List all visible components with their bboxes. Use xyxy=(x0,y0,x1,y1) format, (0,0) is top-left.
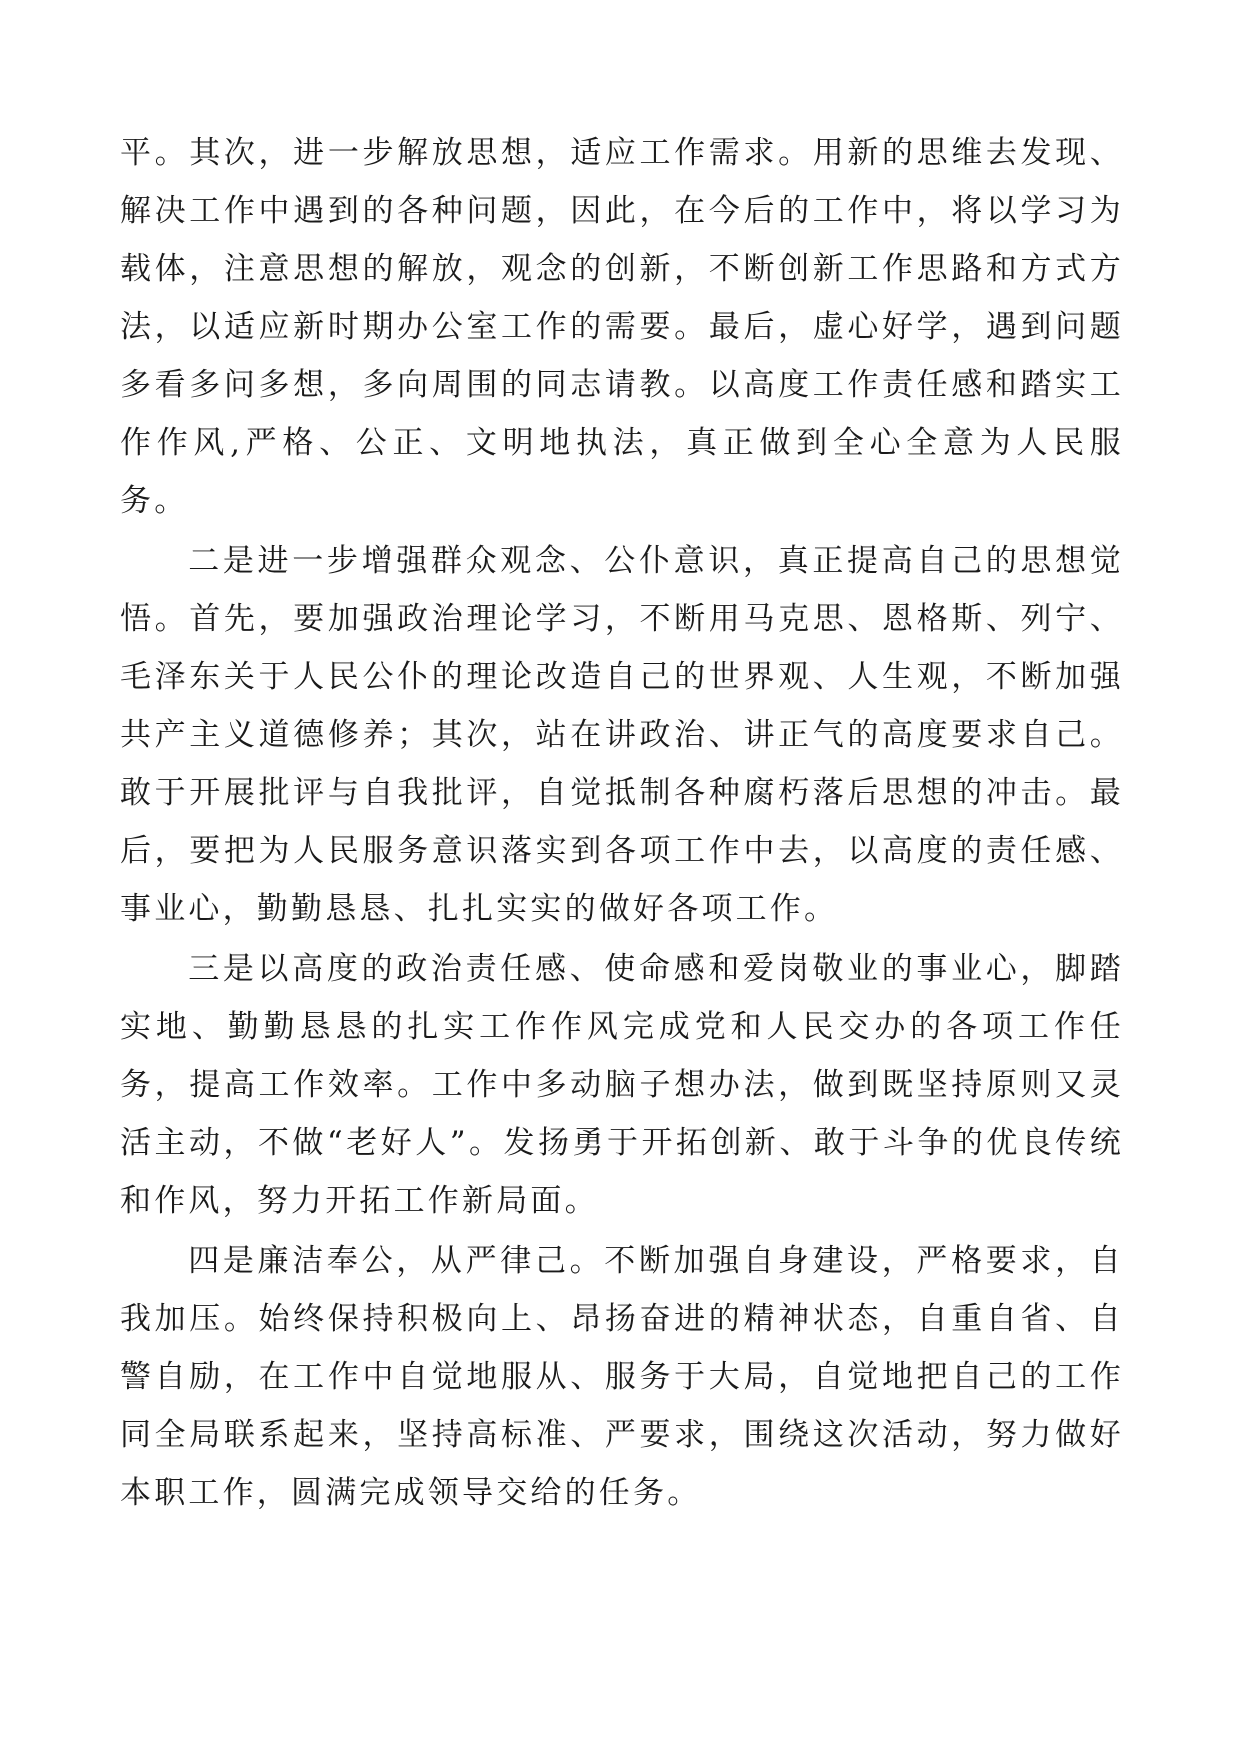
paragraph-continuation: 平。其次，进一步解放思想，适应工作需求。用新的思维去发现、解决工作中遇到的各种问题，因此，在今后的工作中，将以学习为载体，注意思想的解放，观念的创新，不断创新工作思路和方式方法，以适应新时期办公室工作的需要。最后，虚心好学，遇到问题多看多问多想，多向周围的同志请教。以高度工作责任感和踏实工作作风,严格、公正、文明地执法，真正做到全心全意为人民服务。 xyxy=(120,135,1124,519)
paragraph-point-three: 三是以高度的政治责任感、使命感和爱岗敬业的事业心，脚踏实地、勤勤恳恳的扎实工作作风完成党和人民交办的各项工作任务，提高工作效率。工作中多动脑子想办法，做到既坚持原则又灵活主动，不做“老好人”。发扬勇于开拓创新、敢于斗争的优良传统和作风，努力开拓工作新局面。 xyxy=(120,951,1124,1219)
paragraph-point-two: 二是进一步增强群众观念、公仆意识，真正提高自己的思想觉悟。首先，要加强政治理论学习，不断用马克思、恩格斯、列宁、毛泽东关于人民公仆的理论改造自己的世界观、人生观，不断加强共产主义道德修养；其次，站在讲政治、讲正气的高度要求自己。敢于开展批评与自我批评，自觉抵制各种腐朽落后思想的冲击。最后，要把为人民服务意识落实到各项工作中去，以高度的责任感、事业心，勤勤恳恳、扎扎实实的做好各项工作。 xyxy=(120,543,1124,927)
document-body xyxy=(120,124,1124,1524)
paragraph-point-four: 四是廉洁奉公，从严律己。不断加强自身建设，严格要求，自我加压。始终保持积极向上、昂扬奋进的精神状态，自重自省、自警自励，在工作中自觉地服从、服务于大局，自觉地把自己的工作同全局联系起来，坚持高标准、严要求，围绕这次活动，努力做好本职工作，圆满完成领导交给的任务。 xyxy=(120,1243,1124,1511)
